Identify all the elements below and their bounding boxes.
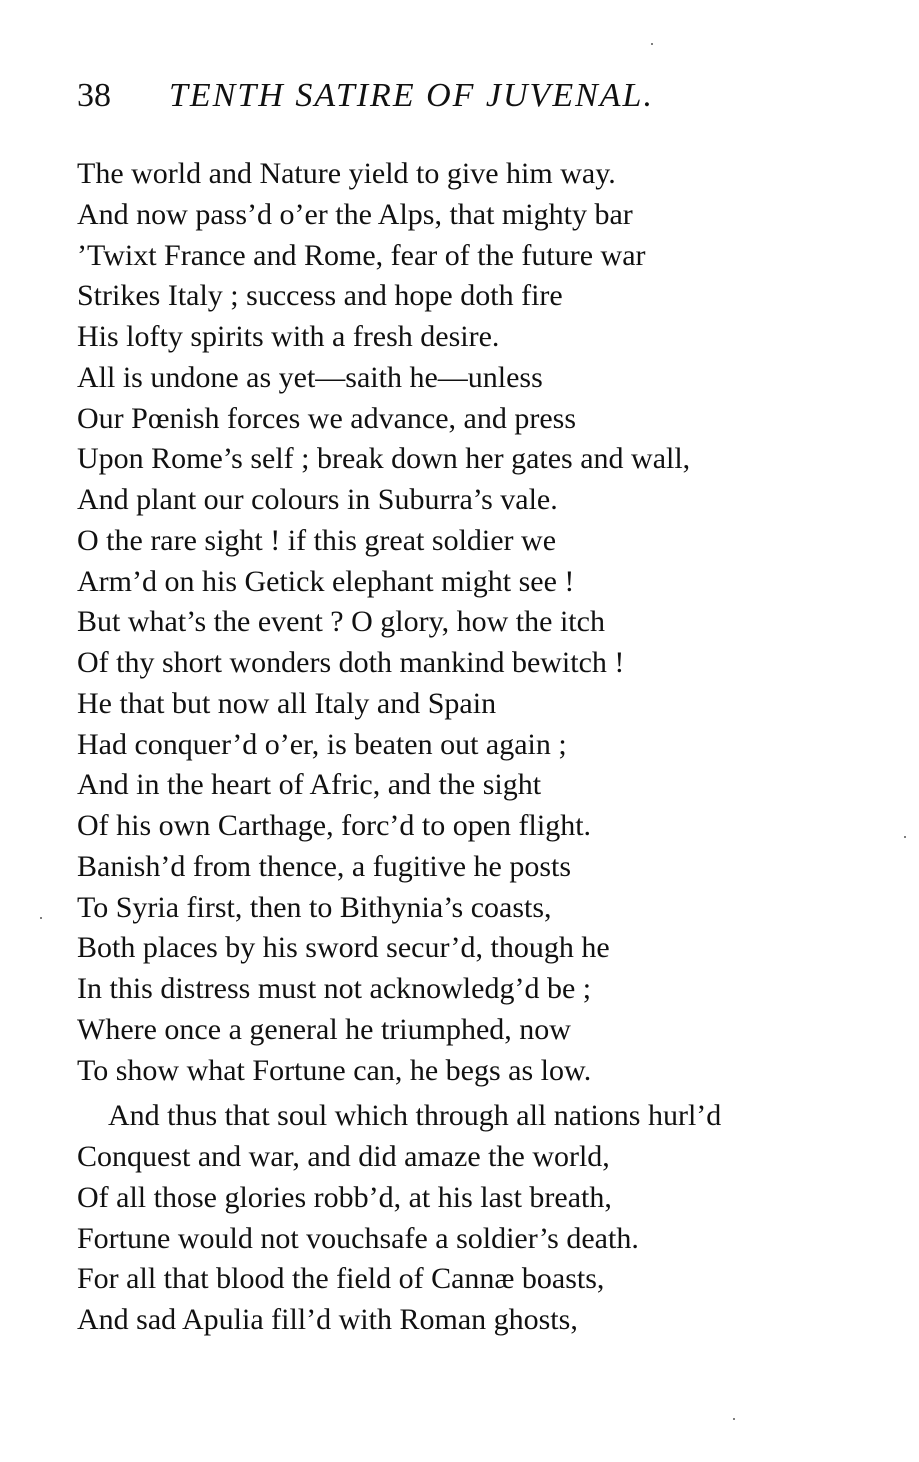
- verse-line: Where once a general he triumphed, now: [77, 1012, 571, 1046]
- paper-speck: [40, 917, 42, 919]
- verse-line: He that but now all Italy and Spain: [77, 686, 497, 720]
- verse-line: And sad Apulia fill’d with Roman ghosts,: [77, 1303, 578, 1336]
- verse-line: Had conquer’d o’er, is beaten out again ;: [77, 727, 567, 761]
- verse-line: His lofty spirits with a fresh desire.: [77, 320, 500, 353]
- verse-text: [77, 154, 867, 1341]
- verse-line: And thus that soul which through all nations hurl’d: [108, 1099, 722, 1133]
- page-number: 38: [77, 77, 111, 114]
- verse-line: O the rare sight ! if this great soldier we: [77, 523, 557, 557]
- verse-line: Of all those glories robb’d, at his last breath,: [77, 1180, 612, 1214]
- verse-line: Banish’d from thence, a fugitive he posts: [77, 849, 572, 883]
- verse-line: And in the heart of Afric, and the sight: [77, 768, 542, 802]
- verse-line: In this distress must not acknowledg’d be ;: [77, 972, 592, 1005]
- verse-line: Of thy short wonders doth mankind bewitch !: [77, 646, 625, 679]
- verse-line: Both places by his sword secur’d, though he: [77, 931, 610, 965]
- verse-line: And plant our colours in Suburra’s vale.: [77, 483, 558, 516]
- verse-line: Of his own Carthage, forc’d to open flight.: [77, 809, 592, 842]
- verse-line: But what’s the event ? O glory, how the itch: [77, 605, 605, 639]
- verse-line: Upon Rome’s self ; break down her gates and wall,: [77, 442, 691, 476]
- verse-line: Strikes Italy ; success and hope doth fire: [77, 279, 563, 313]
- running-head: [77, 74, 837, 118]
- verse-line: And now pass’d o’er the Alps, that mighty bar: [77, 197, 633, 231]
- running-title: TENTH SATIRE OF JUVENAL.: [169, 77, 654, 114]
- verse-line: The world and Nature yield to give him way.: [77, 157, 616, 190]
- paper-speck: [651, 43, 653, 45]
- paper-speck: [904, 836, 906, 838]
- verse-line: To show what Fortune can, he begs as low.: [77, 1053, 592, 1087]
- verse-line: Our Pœnish forces we advance, and press: [77, 401, 577, 435]
- verse-line: For all that blood the field of Cannæ boasts,: [77, 1262, 605, 1296]
- verse-line: ’Twixt France and Rome, fear of the future war: [77, 238, 646, 272]
- verse-line: Conquest and war, and did amaze the world,: [77, 1140, 610, 1173]
- verse-line: To Syria first, then to Bithynia’s coasts,: [77, 890, 552, 924]
- verse-line: Fortune would not vouchsafe a soldier’s death.: [77, 1221, 639, 1255]
- verse-line: Arm’d on his Getick elephant might see !: [77, 564, 575, 598]
- paper-speck: [733, 1418, 735, 1420]
- verse-line: All is undone as yet—saith he—unless: [77, 360, 543, 394]
